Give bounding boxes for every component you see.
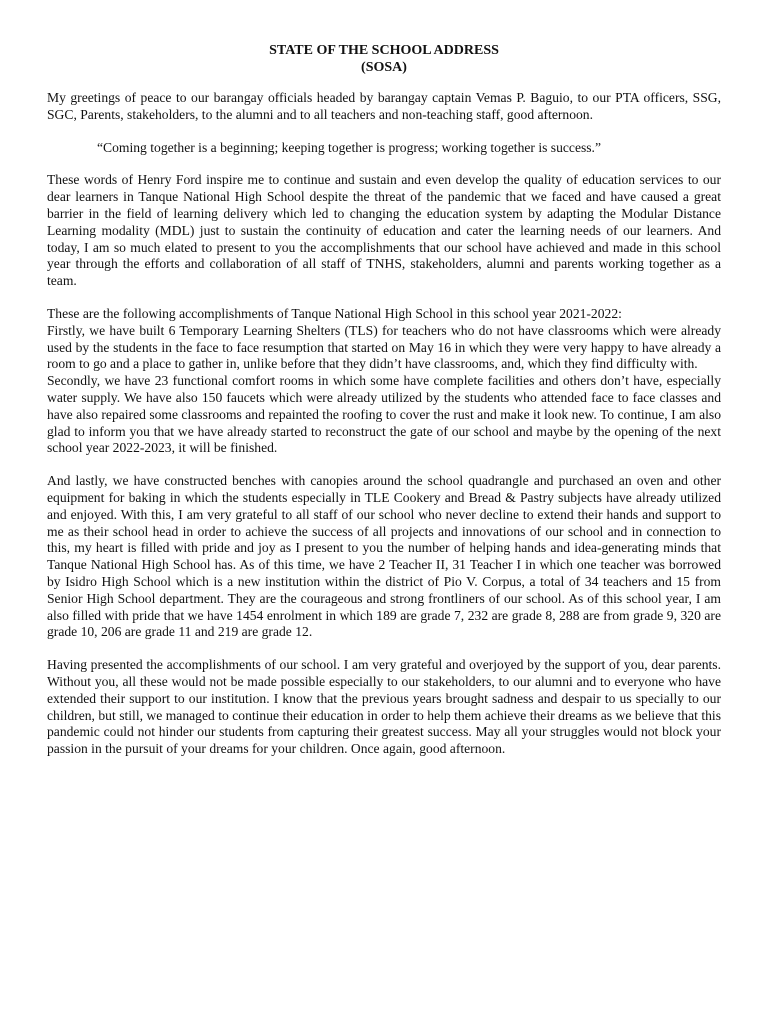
title-block <box>47 42 721 76</box>
quote-paragraph: “Coming together is a beginning; keeping together is progress; working together is success.” <box>97 139 601 155</box>
document-title: STATE OF THE SCHOOL ADDRESS <box>269 43 499 58</box>
secondly-paragraph: Secondly, we have 23 functional comfort rooms in which some have complete facilities and others don’t have, especially water supply. We have also 150 faucets which were already utilized by the students who attended face to face classes and have also repaired some classrooms and repainted the roofing to cover the rust and make it look new. To continue, I am also glad to inform you that we have already started to reconstruct the gate of our school and maybe by the opening of the next school year 2022-2023, it will be finished. <box>47 373 721 456</box>
firstly-paragraph: Firstly, we have built 6 Temporary Learning Shelters (TLS) for teachers who do not have classrooms which were already used by the students in the face to face resumption that started on May 16 in which they were very happy to have already a room to go and a place to gather in, unlike before that they didn’t have classrooms, and, which they find difficulty with. <box>47 322 721 372</box>
document-page <box>47 42 721 758</box>
closing-paragraph: Having presented the accomplishments of our school. I am very grateful and overjoyed by the support of you, dear parents. Without you, all these would not be made possible especially to our stakeholders, to our alumni and to everyone who have extended their support to our institution. I know that the previous years brought sadness and despair to us specially to our children, but still, we managed to continue their education in order to help them achieve their dreams as we believe that this pandemic could not hinder our students from capturing their greatest success. May all your struggles would not block your passion in the pursuit of your dreams for your children. Once again, good afternoon. <box>47 657 721 757</box>
document-subtitle: (SOSA) <box>361 60 407 75</box>
lastly-paragraph: And lastly, we have constructed benches with canopies around the school quadrangle and purchased an oven and other equipment for baking in which the students especially in TLE Cookery and Bread & Pastry subjects have already utilized and enjoyed. With this, I am very grateful to all staff of our school who never decline to extend their hands and support to me as their school head in order to achieve the success of all projects and innovations of our school and in connection to this, my heart is filled with pride and joy as I present to you the number of helping hands and idea-generating minds that Tanque National High School has. As of this time, we have 2 Teacher II, 31 Teacher I in which one teacher was borrowed by Isidro High School which is a new institution within the district of Pio V. Corpus, a total of 34 teachers and 15 from Senior High School department. They are the courageous and strong frontliners of our school. As of this school year, I am also filled with pride that we have 1454 enrolment in which 189 are grade 7, 232 are grade 8, 288 are from grade 9, 320 are grade 10, 206 are grade 11 and 219 are grade 12. <box>47 473 721 640</box>
accomplishments-heading-paragraph: These are the following accomplishments of Tanque National High School in this school year 2021-2022: <box>47 305 622 321</box>
intro-paragraph: These words of Henry Ford inspire me to continue and sustain and even develop the quality of education services to our dear learners in Tanque National High School despite the threat of the pandemic that we faced and have caused a great barrier in the field of learning delivery which led to changing the education system by adapting the Modular Distance Learning modality (MDL) just to sustain the continuity of education and cater the learning needs of our learners. And today, I am so much elated to present to you the accomplishments that our school have achieved and made in this school year through the efforts and collaboration of all staff of TNHS, stakeholders, alumni and parents working together as a team. <box>47 172 721 289</box>
greeting-paragraph: My greetings of peace to our barangay officials headed by barangay captain Vemas P. Baguio, to our PTA officers, SSG, SGC, Parents, stakeholders, to the alumni and to all teachers and non-teaching staff, good afternoon. <box>47 90 721 122</box>
